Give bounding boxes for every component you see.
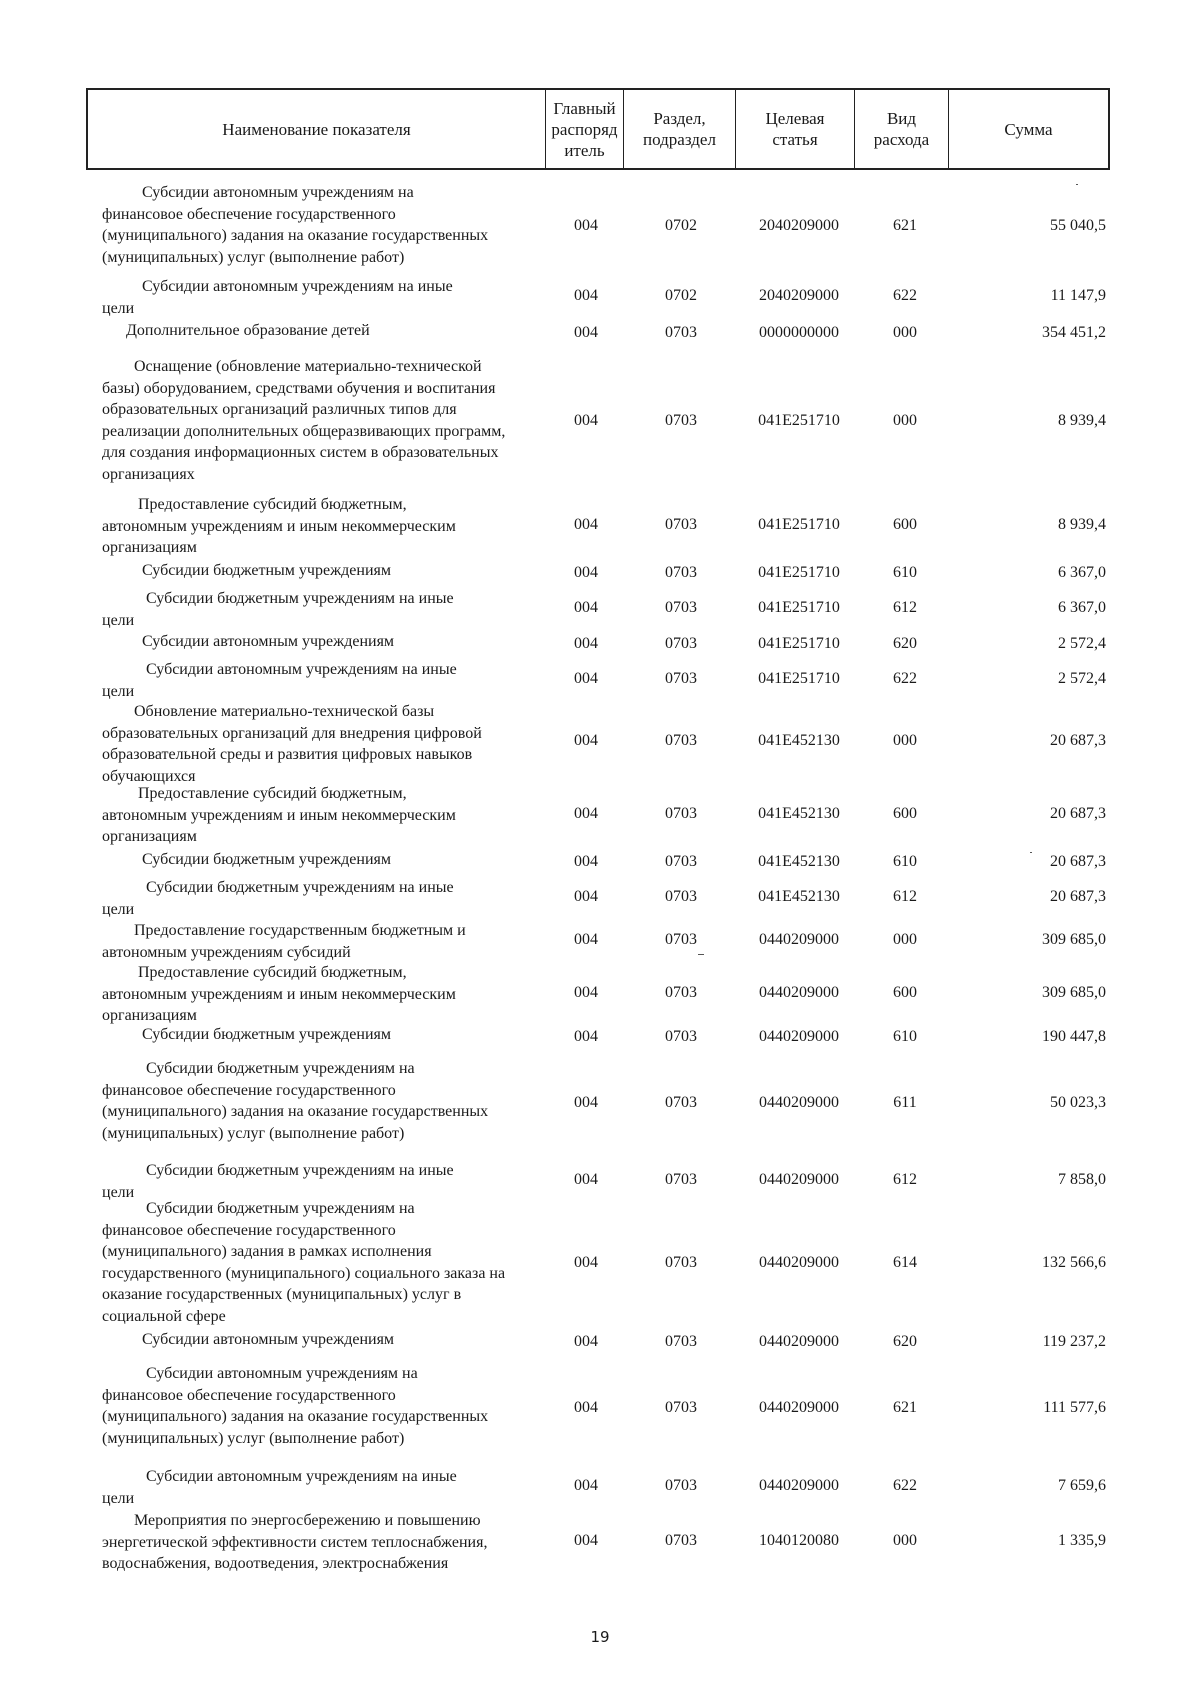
- row-grbs: 004: [574, 1028, 598, 1045]
- row-cs: 0440209000: [759, 1254, 839, 1271]
- row-sum: 354 451,2: [1042, 324, 1106, 341]
- table-row: [0, 560, 1200, 586]
- row-razdel: 0703: [665, 1254, 697, 1271]
- row-cs: 2040209000: [759, 287, 839, 304]
- row-grbs: 004: [574, 635, 598, 652]
- row-sum: 20 687,3: [1050, 805, 1106, 822]
- row-name: Предоставление государственным бюджетным и автономным учреждениям субсидий: [102, 922, 466, 961]
- row-vr: 612: [893, 888, 917, 905]
- row-razdel: 0703: [665, 635, 697, 652]
- row-sum: 7 858,0: [1058, 1171, 1106, 1188]
- row-name: Предоставление субсидий бюджетным, автономным учреждениям и иным некоммерческим организациям: [102, 785, 456, 846]
- row-name: Предоставление субсидий бюджетным, автономным учреждениям и иным некоммерческим организациям: [102, 496, 456, 557]
- row-cs: 041E251710: [758, 412, 840, 429]
- row-razdel: 0703: [665, 1477, 697, 1494]
- row-name: Субсидии бюджетным учреждениям: [102, 562, 391, 579]
- row-cs: 1040120080: [759, 1532, 839, 1549]
- table-row: [0, 1329, 1200, 1355]
- row-name: Субсидии автономным учреждениям: [102, 1331, 395, 1348]
- table-row: [0, 1024, 1200, 1050]
- row-cs: 0440209000: [759, 984, 839, 1001]
- table-row: [0, 701, 1200, 785]
- table-row: [0, 849, 1200, 875]
- row-cs: 041E251710: [758, 635, 840, 652]
- row-name: Субсидии бюджетным учреждениям: [102, 1026, 391, 1043]
- row-cs: 041E251710: [758, 516, 840, 533]
- scan-mark: [1030, 852, 1032, 853]
- row-name: Субсидии автономным учреждениям на финансовое обеспечение государственного (муниципального) задания на оказание государственных (муниципальных) услуг (выполнение работ): [102, 184, 489, 266]
- row-razdel: 0703: [665, 1094, 697, 1111]
- row-name: Предоставление субсидий бюджетным, автономным учреждениям и иным некоммерческим организациям: [102, 964, 456, 1025]
- row-razdel: 0702: [665, 287, 697, 304]
- row-vr: 000: [893, 1532, 917, 1549]
- row-razdel: 0703: [665, 670, 697, 687]
- row-sum: 6 367,0: [1058, 564, 1106, 581]
- row-grbs: 004: [574, 217, 598, 234]
- row-sum: 50 023,3: [1050, 1094, 1106, 1111]
- table-row: [0, 356, 1200, 486]
- table-row: [0, 1058, 1200, 1148]
- row-vr: 612: [893, 599, 917, 616]
- row-vr: 614: [893, 1254, 917, 1271]
- table-row: [0, 659, 1200, 699]
- row-name: Субсидии бюджетным учреждениям на финансовое обеспечение государственного (муниципального) задания в рамках исполнения государственного (муниципального) социального заказа на оказание государственных (муниципальных) услуг в социальной сфере: [102, 1200, 506, 1325]
- row-cs: 041E452130: [758, 853, 840, 870]
- row-grbs: 004: [574, 564, 598, 581]
- row-sum: 20 687,3: [1050, 732, 1106, 749]
- table-row: [0, 1198, 1200, 1328]
- row-cs: 0440209000: [759, 931, 839, 948]
- row-name: Субсидии бюджетным учреждениям на финансовое обеспечение государственного (муниципального) задания на оказание государственных (муниципальных) услуг (выполнение работ): [102, 1060, 489, 1142]
- table-row: [0, 494, 1200, 556]
- header-sum: Сумма: [1004, 119, 1053, 139]
- row-sum: 20 687,3: [1050, 888, 1106, 905]
- table-row: [0, 877, 1200, 917]
- row-grbs: 004: [574, 599, 598, 616]
- row-name: Оснащение (обновление материально-технической базы) оборудованием, средствами обучения и воспитания образовательных организаций различных типов для реализации дополнительных общеразвивающих программ, для создания информационных систем в образовательных организациях: [102, 358, 506, 483]
- row-vr: 000: [893, 412, 917, 429]
- row-vr: 600: [893, 516, 917, 533]
- row-name: Субсидии бюджетным учреждениям на иные цели: [102, 590, 454, 629]
- row-cs: 041E251710: [758, 599, 840, 616]
- row-cs: 0000000000: [759, 324, 839, 341]
- table-row: [0, 1363, 1200, 1453]
- row-grbs: 004: [574, 516, 598, 533]
- row-vr: 612: [893, 1171, 917, 1188]
- row-sum: 1 335,9: [1058, 1532, 1106, 1549]
- row-vr: 622: [893, 670, 917, 687]
- row-name: Субсидии автономным учреждениям на иные цели: [102, 278, 453, 317]
- row-grbs: 004: [574, 805, 598, 822]
- row-cs: 041E452130: [758, 805, 840, 822]
- scan-mark: [698, 954, 704, 955]
- row-grbs: 004: [574, 670, 598, 687]
- row-grbs: 004: [574, 888, 598, 905]
- table-row: [0, 783, 1200, 845]
- table-row: [0, 276, 1200, 316]
- row-name: Субсидии автономным учреждениям на иные цели: [102, 661, 457, 700]
- row-sum: 132 566,6: [1042, 1254, 1106, 1271]
- row-vr: 610: [893, 853, 917, 870]
- row-cs: 041E452130: [758, 732, 840, 749]
- row-cs: 0440209000: [759, 1094, 839, 1111]
- row-sum: 55 040,5: [1050, 217, 1106, 234]
- row-grbs: 004: [574, 287, 598, 304]
- row-name: Субсидии автономным учреждениям: [102, 633, 395, 650]
- row-vr: 600: [893, 805, 917, 822]
- row-grbs: 004: [574, 1477, 598, 1494]
- row-cs: 0440209000: [759, 1477, 839, 1494]
- row-name: Субсидии автономным учреждениям на финансовое обеспечение государственного (муниципального) задания на оказание государственных (муниципальных) услуг (выполнение работ): [102, 1365, 489, 1447]
- row-vr: 610: [893, 1028, 917, 1045]
- scan-mark: [1076, 184, 1078, 185]
- row-razdel: 0703: [665, 984, 697, 1001]
- row-razdel: 0703: [665, 412, 697, 429]
- row-sum: 190 447,8: [1042, 1028, 1106, 1045]
- row-cs: 0440209000: [759, 1333, 839, 1350]
- table-row: [0, 920, 1200, 960]
- row-grbs: 004: [574, 1399, 598, 1416]
- table-row: [0, 1466, 1200, 1506]
- row-vr: 611: [893, 1094, 917, 1111]
- row-razdel: 0703: [665, 1399, 697, 1416]
- row-sum: 309 685,0: [1042, 931, 1106, 948]
- row-cs: 0440209000: [759, 1028, 839, 1045]
- row-grbs: 004: [574, 324, 598, 341]
- row-sum: 11 147,9: [1050, 287, 1106, 304]
- row-vr: 620: [893, 635, 917, 652]
- row-razdel: 0703: [665, 853, 697, 870]
- row-grbs: 004: [574, 412, 598, 429]
- row-cs: 041E251710: [758, 564, 840, 581]
- page-number: 19: [590, 1628, 610, 1646]
- table-row: [0, 320, 1200, 346]
- row-grbs: 004: [574, 853, 598, 870]
- row-razdel: 0703: [665, 805, 697, 822]
- row-grbs: 004: [574, 1171, 598, 1188]
- row-razdel: 0703: [665, 888, 697, 905]
- row-vr: 620: [893, 1333, 917, 1350]
- row-vr: 622: [893, 287, 917, 304]
- row-grbs: 004: [574, 984, 598, 1001]
- row-cs: 041E452130: [758, 888, 840, 905]
- row-sum: 119 237,2: [1042, 1333, 1106, 1350]
- row-sum: 6 367,0: [1058, 599, 1106, 616]
- row-razdel: 0703: [665, 1333, 697, 1350]
- table-row: [0, 1160, 1200, 1200]
- row-razdel: 0703: [665, 732, 697, 749]
- row-vr: 610: [893, 564, 917, 581]
- row-sum: 111 577,6: [1043, 1399, 1106, 1416]
- table-row: [0, 588, 1200, 628]
- header-name: Наименование показателя: [88, 90, 546, 168]
- header-cs: Целевая статья: [736, 90, 855, 168]
- row-cs: 0440209000: [759, 1171, 839, 1188]
- row-name: Субсидии бюджетным учреждениям на иные цели: [102, 879, 454, 918]
- row-cs: 041E251710: [758, 670, 840, 687]
- row-vr: 622: [893, 1477, 917, 1494]
- row-name: Мероприятия по энергосбережению и повышению энергетической эффективности систем теплоснабжения, водоснабжения, водоотведения, электроснабжения: [102, 1512, 488, 1573]
- row-cs: 2040209000: [759, 217, 839, 234]
- table-row: [0, 1510, 1200, 1572]
- row-name: Субсидии автономным учреждениям на иные цели: [102, 1468, 457, 1507]
- row-grbs: 004: [574, 732, 598, 749]
- table-row: [0, 631, 1200, 657]
- row-razdel: 0703: [665, 1028, 697, 1045]
- header-grbs: Главный распоряд итель: [546, 90, 624, 168]
- row-razdel: 0703: [665, 931, 697, 948]
- header-vr: Вид расхода: [855, 90, 949, 168]
- header-razdel: Раздел, подраздел: [624, 90, 736, 168]
- row-name: Субсидии бюджетным учреждениям: [102, 851, 391, 868]
- row-sum: 309 685,0: [1042, 984, 1106, 1001]
- row-sum: 2 572,4: [1058, 670, 1106, 687]
- row-grbs: 004: [574, 931, 598, 948]
- row-cs: 0440209000: [759, 1399, 839, 1416]
- table-header: [86, 88, 1110, 170]
- row-vr: 621: [893, 1399, 917, 1416]
- row-razdel: 0703: [665, 324, 697, 341]
- row-sum: 8 939,4: [1058, 516, 1106, 533]
- row-name: Обновление материально-технической базы образовательных организаций для внедрения цифровой образовательной среды и развития цифровых навыков обучающихся: [102, 703, 482, 785]
- row-grbs: 004: [574, 1254, 598, 1271]
- row-razdel: 0703: [665, 1532, 697, 1549]
- row-grbs: 004: [574, 1333, 598, 1350]
- row-razdel: 0703: [665, 564, 697, 581]
- row-grbs: 004: [574, 1532, 598, 1549]
- row-sum: 7 659,6: [1058, 1477, 1106, 1494]
- row-vr: 000: [893, 324, 917, 341]
- row-name: Дополнительное образование детей: [102, 322, 370, 339]
- table-row: [0, 962, 1200, 1024]
- row-vr: 000: [893, 931, 917, 948]
- row-vr: 621: [893, 217, 917, 234]
- row-sum: 2 572,4: [1058, 635, 1106, 652]
- row-sum: 8 939,4: [1058, 412, 1106, 429]
- row-razdel: 0702: [665, 217, 697, 234]
- row-grbs: 004: [574, 1094, 598, 1111]
- row-name: Субсидии бюджетным учреждениям на иные цели: [102, 1162, 454, 1201]
- row-razdel: 0703: [665, 1171, 697, 1188]
- row-vr: 000: [893, 732, 917, 749]
- row-sum: 20 687,3: [1050, 853, 1106, 870]
- row-razdel: 0703: [665, 516, 697, 533]
- table-row: [0, 182, 1200, 270]
- row-razdel: 0703: [665, 599, 697, 616]
- row-vr: 600: [893, 984, 917, 1001]
